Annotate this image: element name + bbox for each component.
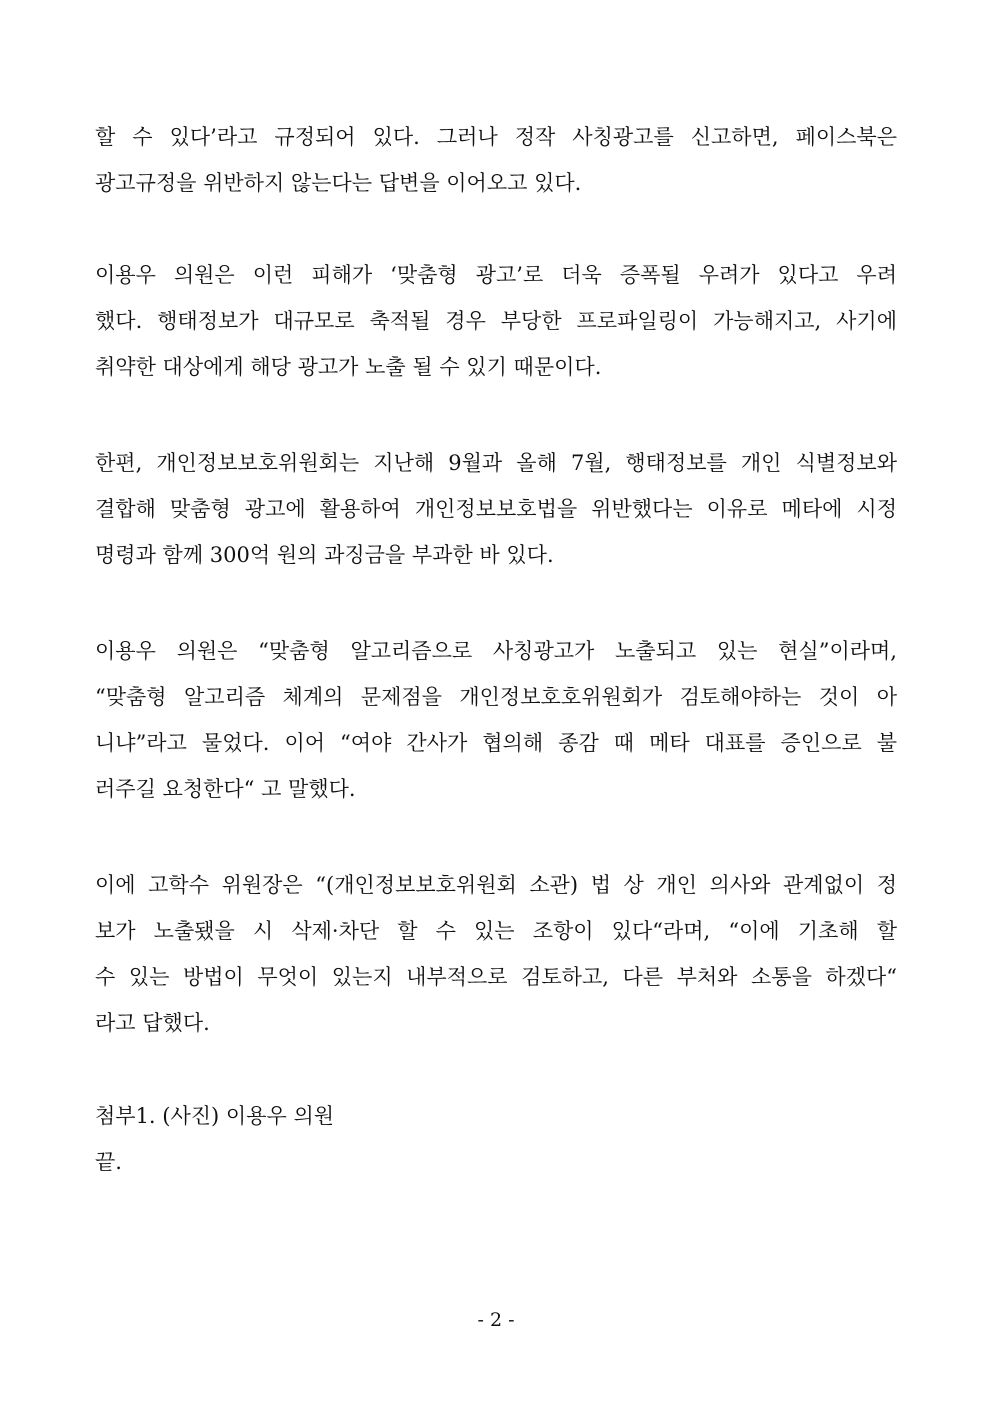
text-line: 광고규정을 위반하지 않는다는 답변을 이어오고 있다.	[95, 171, 582, 195]
paragraph-2	[95, 252, 897, 390]
text-line: “맞춤형 알고리즘 체계의 문제점을 개인정보호호위원회가 검토해야하는 것이 아	[95, 685, 897, 709]
text-line: 니냐”라고 물었다. 이어 “여야 간사가 협의해 종감 때 메타 대표를 증인으로 불	[95, 731, 897, 755]
text-line: 이에 고학수 위원장은 “(개인정보보호위원회 소관) 법 상 개인 의사와 관계없이 정	[95, 873, 897, 897]
text-line: 이용우 의원은 “맞춤형 알고리즘으로 사칭광고가 노출되고 있는 현실”이라며,	[95, 639, 897, 663]
text-line: 이용우 의원은 이런 피해가 ‘맞춤형 광고’로 더욱 증폭될 우려가 있다고 우려	[95, 263, 897, 287]
text-line: 명령과 함께 300억 원의 과징금을 부과한 바 있다.	[95, 543, 554, 567]
text-line: 취약한 대상에게 해당 광고가 노출 될 수 있기 때문이다.	[95, 355, 602, 379]
text-line: 한편, 개인정보보호위원회는 지난해 9월과 올해 7월, 행태정보를 개인 식별정보와	[95, 451, 897, 475]
paragraph-5	[95, 862, 897, 1046]
paragraph-3	[95, 440, 897, 578]
text-line: 러주길 요청한다“ 고 말했다.	[95, 777, 356, 801]
text-line: 라고 답했다.	[95, 1011, 210, 1035]
end-mark: 끝.	[95, 1150, 122, 1174]
paragraph-4	[95, 628, 897, 812]
paragraph-1	[95, 114, 897, 206]
text-line: 했다. 행태정보가 대규모로 축적될 경우 부당한 프로파일링이 가능해지고, 사기에	[95, 309, 897, 333]
text-line: 보가 노출됐을 시 삭제·차단 할 수 있는 조항이 있다“라며, “이에 기초해 할	[95, 919, 897, 943]
text-line: 결합해 맞춤형 광고에 활용하여 개인정보보호법을 위반했다는 이유로 메타에 시정	[95, 497, 897, 521]
text-line: 할 수 있다’라고 규정되어 있다. 그러나 정작 사칭광고를 신고하면, 페이스북은	[95, 125, 897, 149]
text-line: 수 있는 방법이 무엇이 있는지 내부적으로 검토하고, 다른 부처와 소통을 하겠다“	[95, 965, 897, 989]
attachment-note	[95, 1093, 897, 1185]
attachment-line: 첨부1. (사진) 이용우 의원	[95, 1104, 335, 1128]
page-number: - 2 -	[477, 1309, 515, 1331]
